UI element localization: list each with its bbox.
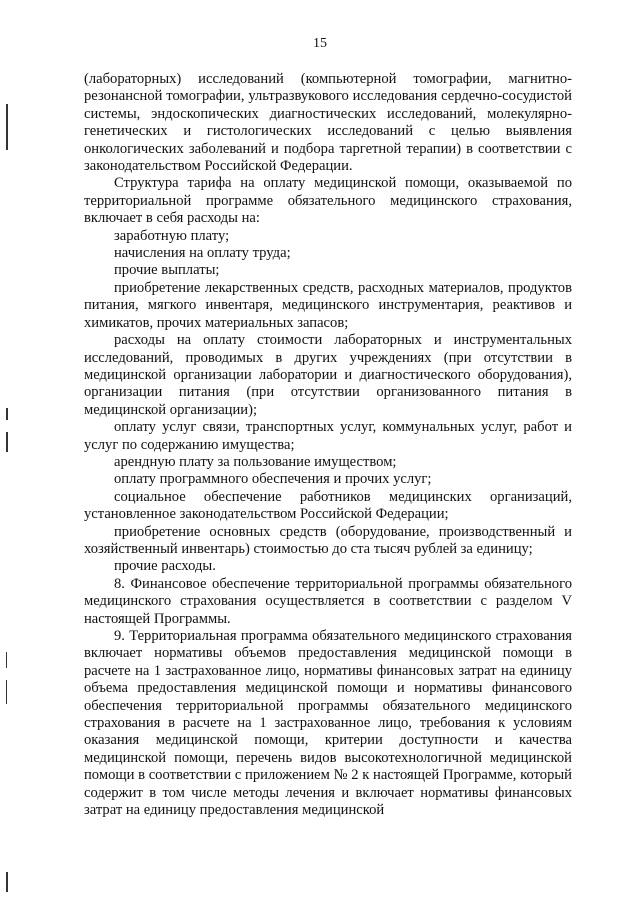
scan-mark — [6, 872, 8, 892]
paragraph-section-9: 9. Территориальная программа обязательного медицинского страхования включает нормативы объемов предоставления медицинской помощи в расчете на 1 застрахованное лицо, нормативы финансовых затрат на единицу объема предоставления медицинской помощи и нормативы финансового обеспечения территориальной программы обязательного медицинского страхования в расчете на 1 застрахованное лицо, требования к условиям оказания медицинской помощи, критерии доступности и качества медицинской помощи, перечень видов высокотехнологичной медицинской помощи в соответствии с приложением № 2 к настоящей Программе, который содержит в том числе методы лечения и включает нормативы финансовых затрат на единицу предоставления медицинской — [84, 628, 572, 819]
page-number: 15 — [313, 36, 327, 51]
scan-mark — [6, 652, 7, 668]
list-item-drugs-materials: приобретение лекарственных средств, расходных материалов, продуктов питания, мягкого инвентаря, медицинского инструментария, реактивов и химикатов, прочих материальных запасов; — [84, 279, 572, 331]
list-item-payroll-charges: начисления на оплату труда; — [114, 245, 291, 262]
list-item-fixed-assets: приобретение основных средств (оборудование, производственный и хозяйственный инвентарь) стоимостью до ста тысяч рублей за единицу; — [84, 523, 572, 557]
scan-mark — [6, 432, 8, 452]
document-body — [84, 71, 572, 819]
list-item-rent: арендную плату за пользование имуществом; — [114, 453, 397, 470]
paragraph-tariff-structure: Структура тарифа на оплату медицинской помощи, оказываемой по территориальной программе обязательного медицинского страхования, включает в себя расходы на: — [84, 175, 572, 227]
scan-mark — [6, 104, 8, 150]
list-item-communication-services: оплату услуг связи, транспортных услуг, коммунальных услуг, работ и услуг по содержанию имущества; — [84, 419, 572, 453]
list-item-social-security: социальное обеспечение работников медицинских организаций, установленное законодательством Российской Федерации; — [84, 488, 572, 523]
scan-mark — [6, 680, 7, 704]
list-item-salary: заработную плату; — [114, 227, 230, 244]
paragraph-section-8: 8. Финансовое обеспечение территориальной программы обязательного медицинского страхования осуществляется в соответствии с разделом V настоящей Программы. — [84, 575, 572, 627]
scan-mark — [6, 408, 8, 420]
paragraph-diagnostics-continuation: (лабораторных) исследований (компьютерной томографии, магнитно-резонансной томографии, ультразвукового исследования сердечно-сосудистой системы, эндоскопических диагностических исследований, молекулярно-генетических и гистологических исследований с целью выявления онкологических заболеваний и подбора таргетной терапии) в соответствии с законодательством Российской Федерации. — [84, 71, 572, 175]
list-item-other-payments: прочие выплаты; — [114, 262, 220, 279]
list-item-other-expenses: прочие расходы. — [114, 558, 216, 575]
list-item-lab-studies: расходы на оплату стоимости лабораторных и инструментальных исследований, проводимых в других учреждениях (при отсутствии в медицинской организации лаборатории и диагностического оборудования), организации питания (при отсутствии организованного питания в медицинской организации); — [84, 332, 572, 418]
list-item-software: оплату программного обеспечения и прочих услуг; — [114, 471, 432, 488]
